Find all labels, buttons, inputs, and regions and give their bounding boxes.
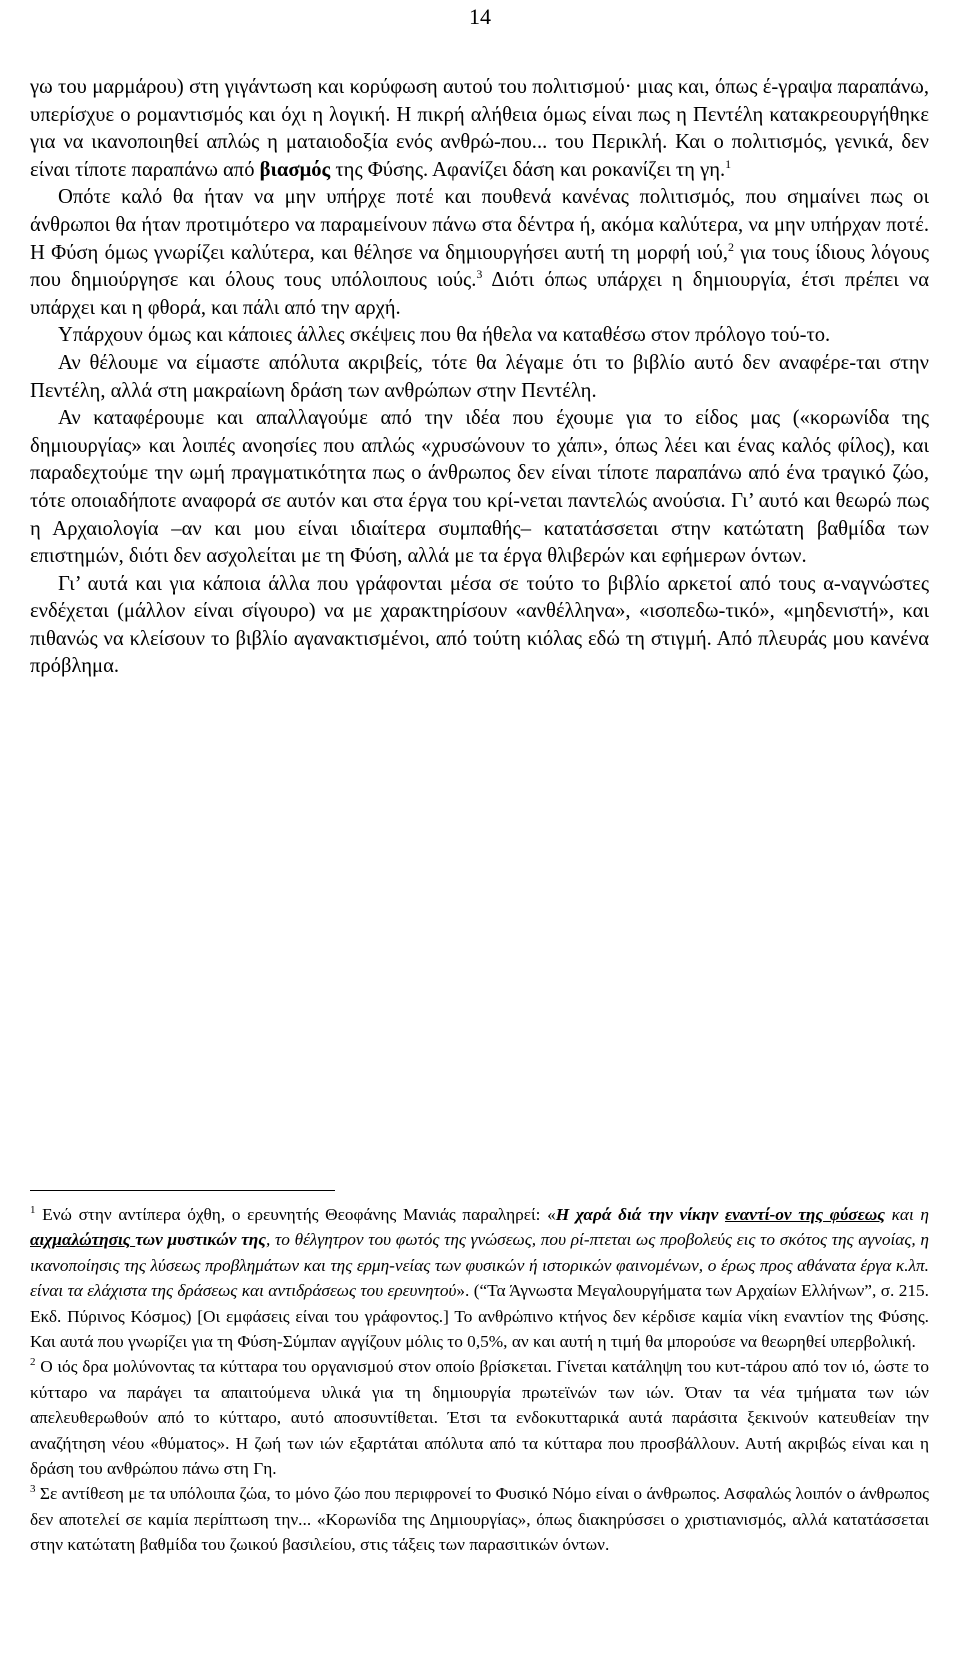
footnote-number: 3 (30, 1483, 36, 1496)
footnote-text: Σε αντίθεση με τα υπόλοιπα ζώα, το μόνο ζώο που περιφρονεί το Φυσικό Νόμο είναι ο άνθρωπος. Ασφαλώς λοιπόν ο άνθρωπος δεν αποτελεί σε καμία περίπτωση την... «Κορωνίδα της Δημιουργίας», όπως διακηρύσσει ο χριστιανισμός, αλλά κατατάσσεται στην κατώτατη βαθμίδα του ζωικού βασιλείου, στις τάξεις των παρασιτικών όντων. (30, 1484, 929, 1555)
page-number: 14 (469, 4, 491, 29)
footnote-1 (30, 1202, 929, 1354)
paragraph (30, 74, 929, 184)
paragraph (30, 184, 929, 322)
main-text (30, 74, 929, 681)
footnote-2 (30, 1354, 929, 1481)
footnote-text: Ο ιός δρα μολύνοντας τα κύτταρα του οργανισμού στον οποίο βρίσκεται. Γίνεται κατάληψη του κυτ-τάρου από τον ιό, ώστε το κύτταρο να παράγει τα απαιτούμενα υλικά για τη δημιουργία πρωτεϊνών των ιών. Όταν τα νέα τμήματα των ιών απελευθερωθούν από το κύτταρο, αυτό αποσυντίθεται. Έτσι τα ενδοκυτταρικά αυτά παράσιτα ξεκινούν κατευθείαν την αναζήτηση νέου «θύματος». Η ζωή των ιών εξαρτάται απόλυτα από τα κύτταρα που προσβάλλουν. Αυτή ακριβώς είναι και η δράση του ανθρώπου πάνω στη Γη. (30, 1357, 929, 1479)
paragraph-text: Διότι όπως υπάρχει η δημιουργία, έτσι πρέπει να υπάρχει και η φθορά, και πάλι από την αρχή. (30, 269, 930, 319)
footnote-text: Ενώ στην αντίπερα όχθη, ο ερευνητής Θεοφάνης Μανιάς παραληρεί: « (35, 1205, 556, 1224)
quote-emphasis: Η χαρά διά την νίκην (555, 1205, 725, 1224)
quote-emphasis-underlined: εναντί-ον της φύσεως (724, 1205, 885, 1224)
bold-term: βιασμός (259, 158, 331, 181)
footnote-text: ». (“Τα Άγνωστα Μεγαλουργήματα των Αρχαίων Ελλήνων”, σ. 215. Εκδ. Πύρινος Κόσμος) [Οι εμφάσεις είναι του γράφοντος.] Το ανθρώπινο κτήνος δεν κέρδισε καμία νίκη εναντίον της Φύσης. Και αυτά που γνωρίζει για τη Φύση-Σύμπαν αγγίζουν μόλις το 0,5%, αν και αυτή η τιμή θα μπορούσε να θεωρηθεί υπερβολική. (30, 1281, 929, 1352)
footnote-ref[interactable]: 2 (728, 239, 734, 254)
paragraph: Αν καταφέρουμε και απαλλαγούμε από την ιδέα που έχουμε για το είδος μας («κορωνίδα της δημιουργίας» και λοιπές ανοησίες που απλώς «χρυσώνουν το χάπι», όπως λέει και ένας καλός φίλος), και παραδεχτούμε την ωμή πραγματικότητα πως ο άνθρωπος δεν είναι τίποτε παραπάνω από ένα τραγικό ζώο, τότε οποιαδήποτε αναφορά σε αυτόν και στα έργα του κρί-νεται παντελώς ανούσια. Γι’ αυτό και θεωρώ πως η Αρχαιολογία –αν και μου είναι ιδιαίτερα συμπαθής– κατατάσσεται στην κατώτατη βαθμίδα των επιστημών, διότι δεν ασχολείται με τη Φύση, αλλά με τα έργα θλιβερών και εφήμερων όντων. (30, 407, 929, 568)
footnotes (30, 1202, 929, 1558)
paragraph-text: γω του μαρμάρου) στη γιγάντωση και κορύφωση αυτού του πολιτισμού· μιας και, όπως έ-γραψα παραπάνω, υπερίσχυε ο ρομαντισμός και όχι η λογική. Η πικρή αλήθεια όμως είναι πως η Πεντέλη κατακρεουργήθηκε για να ικανοποιηθεί απλώς η ματαιοδοξία ενός ανθρώ-που... του Περικλή. Και ο πολιτισμός, γενικά, δεν είναι τίποτε παραπάνω από (30, 76, 929, 181)
quote-text: , το θέλγητρον του φωτός της γνώσεως, που ρί-πτεται ως προβολεύς εις το σκότος της αγνοίας, η ικανοποίησις της λύσεως προβλημάτων και της ερμη-νείας των φυσικών ή ιστορικών φαινομένων, ο έρως προς αθάνατα έργα κ.λπ. είναι τα ελάχιστα της δράσεως και αντιδράσεως του ερευνητού (30, 1230, 929, 1301)
paragraph: Γι’ αυτά και για κάποια άλλα που γράφονται μέσα σε τούτο το βιβλίο αρκετοί από τους α-ναγνώστες ενδέχεται (μάλλον είναι σίγουρο) να με χαρακτηρίσουν «ανθέλληνα», «ισοπεδω-τικό», «μηδενιστή», και πιθανώς να κλείσουν το βιβλίο αγανακτισμένοι, από τούτη κιόλας εδώ τη στιγμή. Από πλευράς μου κανένα πρόβλημα. (30, 572, 929, 678)
quote-emphasis: των μυστικών της (135, 1230, 266, 1250)
paragraph-text: Οπότε καλό θα ήταν να μην υπήρχε ποτέ και πουθενά κανένας πολιτισμός, που σημαίνει πως οι άνθρωποι θα ήταν προτιμότερο να παραμείνουν πάνω στα δέντρα ή, ακόμα καλύτερα, να μην υπήρχαν ποτέ. Η Φύση όμως γνωρίζει καλύτερα, και θέλησε να δημιουργήσει αυτή τη μορφή ιού, (30, 186, 929, 264)
paragraph-text: της Φύσης. Αφανίζει δάση και ροκανίζει τη γη. (330, 158, 726, 181)
paragraph: Αν θέλουμε να είμαστε απόλυτα ακριβείς, τότε θα λέγαμε ότι το βιβλίο αυτό δεν αναφέρε-ται στην Πεντέλη, αλλά στη μακραίωνη δράση των ανθρώπων στην Πεντέλη. (30, 351, 929, 402)
footnote-divider (30, 1190, 335, 1191)
footnote-ref[interactable]: 1 (725, 156, 732, 171)
paragraph-text: για τους ίδιους λόγους που δημιούργησε και όλους τους υπόλοιπους ιούς. (30, 241, 929, 292)
paragraph: Υπάρχουν όμως και κάποιες άλλες σκέψεις που θα ήθελα να καταθέσω στον πρόλογο τού-το. (58, 324, 831, 347)
footnote-number: 2 (30, 1356, 36, 1369)
quote-text: και η (884, 1205, 930, 1224)
quote-emphasis-underlined: αιχμαλώτησις (30, 1230, 136, 1250)
footnote-number: 1 (30, 1204, 36, 1216)
footnote-3 (30, 1481, 929, 1557)
footnote-ref[interactable]: 3 (476, 267, 483, 282)
